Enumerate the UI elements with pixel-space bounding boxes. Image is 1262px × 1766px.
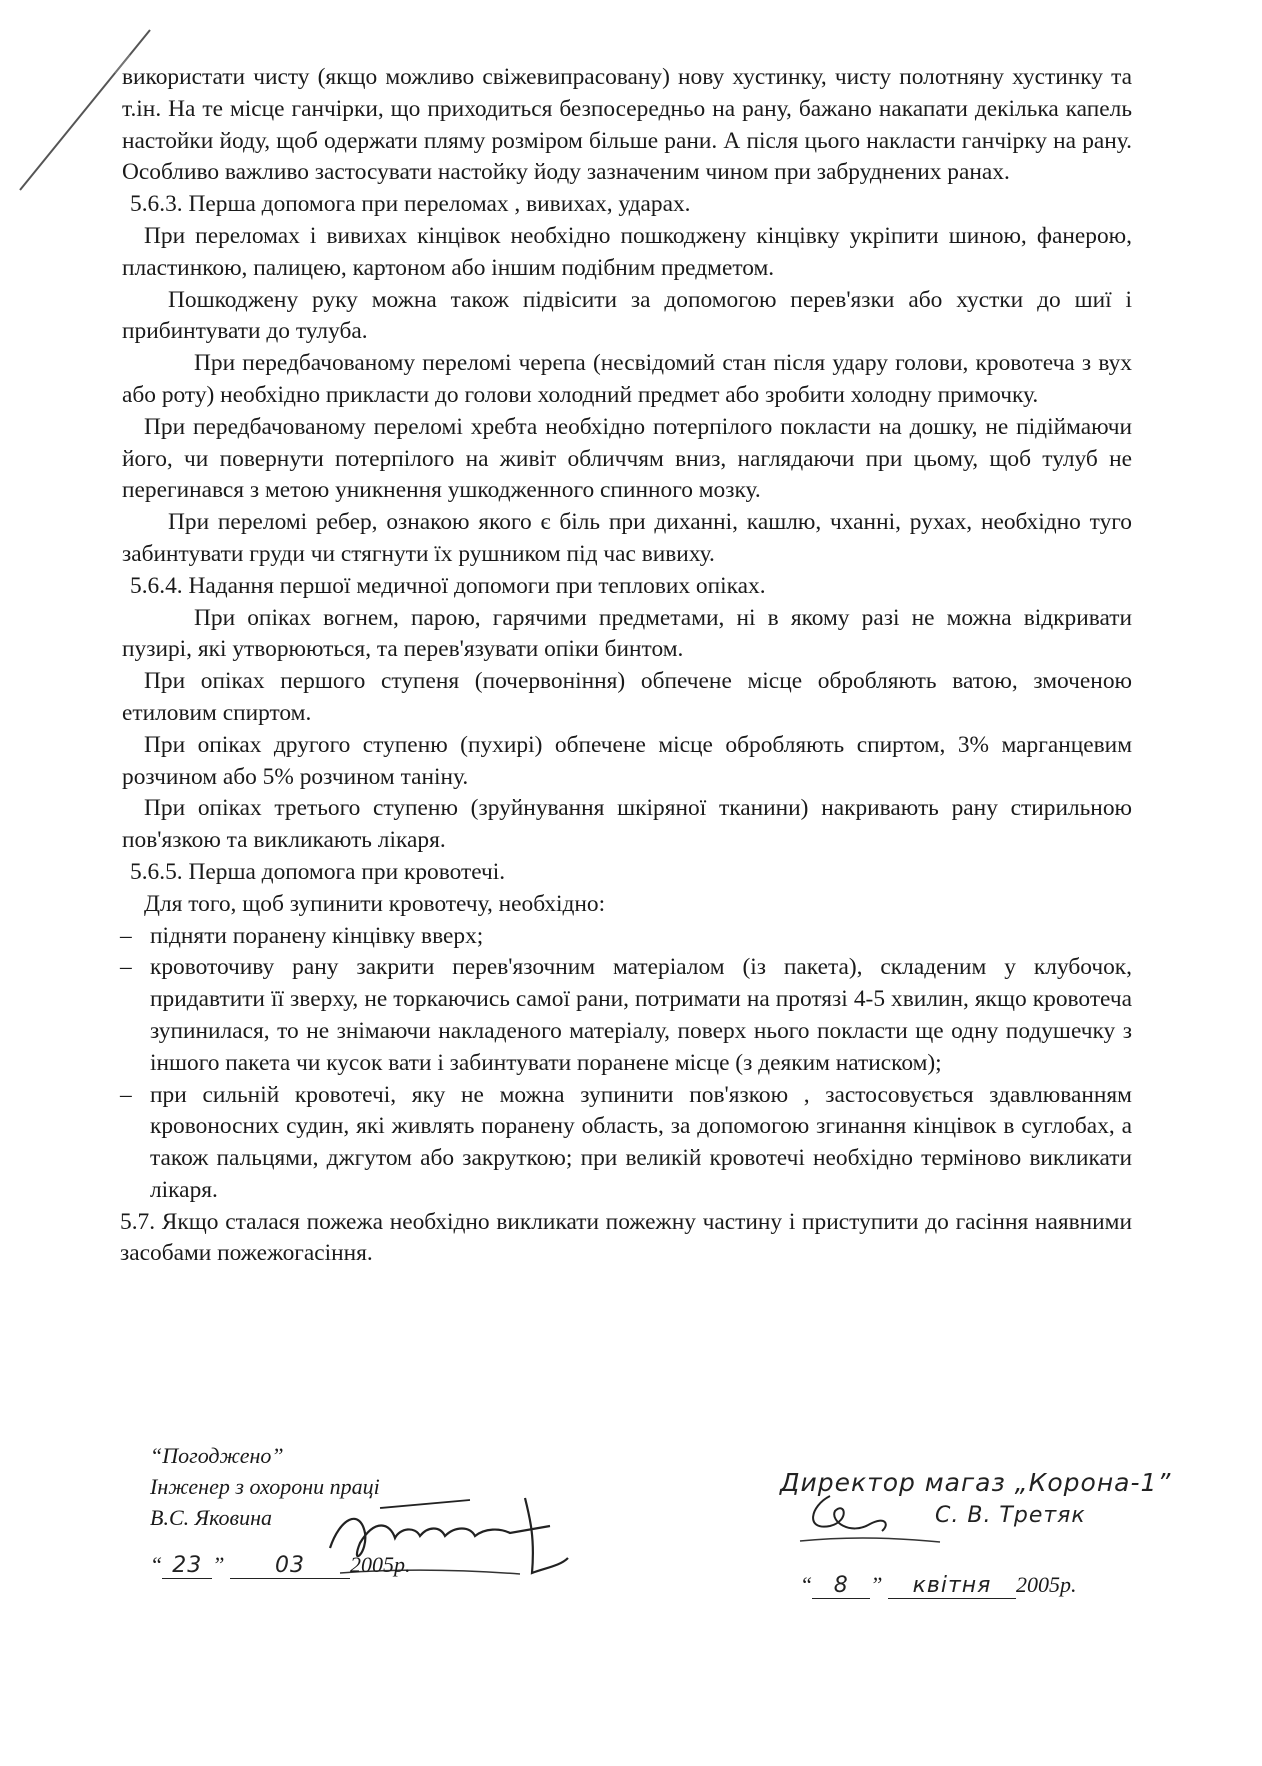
paragraph: При опіках третього ступеню (зруйнування шкіряної тканини) накривають рану стирильною пов'язкою та викликають лікаря.	[122, 795, 1132, 854]
quote-open: “	[150, 1552, 163, 1577]
quote-close: ”	[870, 1572, 883, 1597]
list-item-text: підняти поранену кінцівку вверх;	[150, 922, 484, 949]
director-name: С. В. Третяк	[935, 1503, 1086, 1528]
paragraph: Пошкоджену руку можна також підвісити за допомогою перев'язки або хустки до шиї і прибинтувати до тулуба.	[122, 286, 1132, 345]
date-day: 23	[162, 1553, 212, 1579]
paragraph: При передбачованому переломі черепа (несвідомий стан після удару голови, кровотеча з вух або роту) необхідно прикласти до голови холодний предмет або зробити холодну примочку.	[122, 350, 1132, 408]
engineer-position: Інженер з охорони праці	[150, 1474, 380, 1499]
section-heading: 5.6.5. Перша допомога при кровотечі.	[130, 858, 506, 885]
list-item	[122, 952, 1132, 1079]
list-dash: –	[120, 922, 132, 949]
director-signature	[790, 1486, 950, 1556]
quote-close: ”	[212, 1552, 225, 1577]
list-dash: –	[120, 954, 132, 981]
section-heading: 5.6.4. Надання першої медичної допомоги при теплових опіках.	[130, 572, 766, 599]
paragraph: Для того, щоб зупинити кровотечу, необхідно:	[144, 890, 606, 917]
quote-open: “	[800, 1572, 813, 1597]
section-5-7: 5.7. Якщо сталася пожежа необхідно викликати пожежну частину і приступити до гасіння наявними засобами пожежогасіння.	[120, 1208, 1132, 1267]
list-dash: –	[120, 1081, 132, 1108]
paragraph: При переломі ребер, ознакою якого є біль при диханні, кашлю, чханні, рухах, необхідно туго забинтувати груди чи стягнути їх рушником під час вивиху.	[122, 509, 1132, 567]
list-item	[122, 921, 1132, 953]
approval-date	[150, 1552, 411, 1579]
instruction-body	[122, 62, 1132, 1270]
section-heading: 5.6.3. Перша допомога при переломах , вивихах, ударах.	[130, 191, 691, 218]
paragraph: При опіках другого ступеню (пухирі) обпечене місце обробляють спиртом, 3% марганцевим розчином або 5% розчином таніну.	[122, 731, 1132, 790]
list-item-text: при сильній кровотечі, яку не можна зупинити пов'язкою , застосовується здавлюванням кровоносних судин, які живлять поранену область, за допомогою згинання кінцівок в суглобах, а також пальцями, джгутом або закруткою; при великій кровотечі необхідно терміново викликати лікаря.	[150, 1081, 1132, 1203]
paragraph: При опіках вогнем, парою, гарячими предметами, ні в якому разі не можна відкривати пузирі, які утворюються, та перев'язувати опіки бинтом.	[122, 604, 1132, 663]
date-month: 03	[230, 1553, 350, 1579]
list-item	[122, 1080, 1132, 1207]
date-month: квітня	[888, 1573, 1016, 1599]
paragraph: використати чисту (якщо можливо свіжевипрасовану) нову хустинку, чисту полотняну хустинку та т.ін. На те місце ганчірки, що приходиться безпосередньо на рану, бажано накапати декілька капель настойки йоду, щоб одержати пляму розміром більше рани. А після цього накласти ганчірку на рану. Особливо важливо застосувати настойку йоду зазначеним чином при забруднених ранах.	[122, 64, 1132, 186]
date-year: 2005р.	[1016, 1572, 1077, 1597]
date-year: 2005р.	[350, 1552, 411, 1577]
date-day: 8	[812, 1573, 870, 1599]
paragraph: При переломах і вивихах кінцівок необхідно пошкоджену кінцівку укріпити шиною, фанерою, пластинкою, палицею, картоном або іншим подібним предметом.	[122, 222, 1132, 281]
paragraph: При передбачованому переломі хребта необхідно потерпілого покласти на дошку, не підіймаючи його, чи повернути потерпілого на живіт обличчям вниз, наглядаючи при цьому, щоб тулуб не перегинався з метою уникнення ушкодженного спинного мозку.	[122, 413, 1132, 504]
paragraph: При опіках першого ступеня (почервоніння) обпечене місце обробляють ватою, змоченою етиловим спиртом.	[122, 668, 1132, 726]
director-title: Директор магаз „Корона-1”	[780, 1468, 1172, 1497]
agreed-label: “Погоджено”	[150, 1443, 284, 1468]
engineer-name: В.С. Яковина	[150, 1505, 272, 1530]
list-item-text: кровоточиву рану закрити перев'язочним матеріалом (із пакета), складеним у клубочок, придавтити її зверху, не торкаючись самої рани, потримати на протязі 4-5 хвилин, якщо кровотеча зупинилася, то не знімаючи накладеного матеріалу, поверх нього покласти ще одну подушечку з іншого пакета чи кусок вати і забинтувати поранене місце (з деяким натиском);	[150, 954, 1132, 1076]
director-date	[800, 1572, 1077, 1599]
